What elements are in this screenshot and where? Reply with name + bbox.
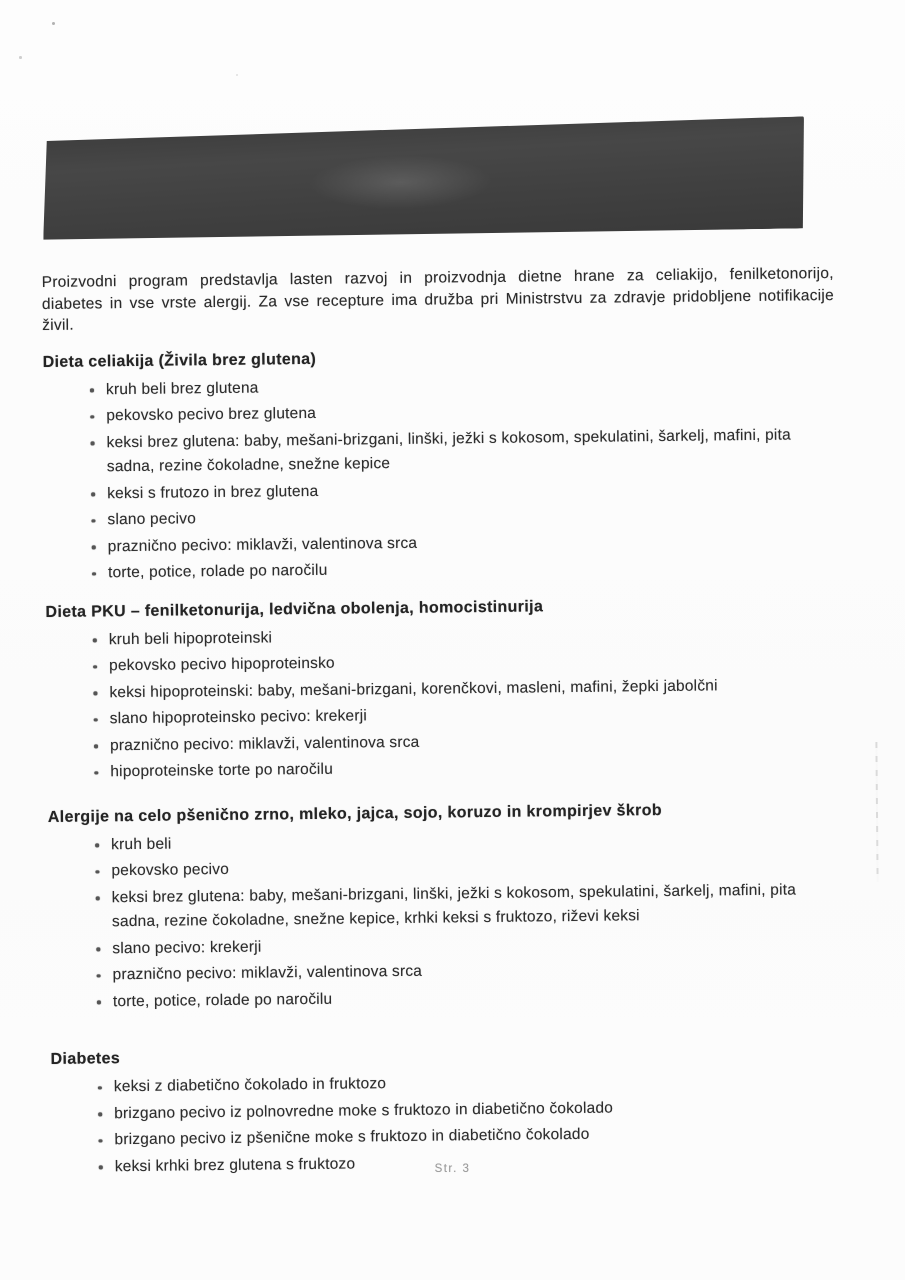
- intro-paragraph: Proizvodni program predstavlja lasten razvoj in proizvodnja dietne hrane za celiakijo, fenilketonorijo, diabetes in vse vrste alergij. Za vse recepture ima družba pri Ministrstvu za zdravje pridobljene notifikacije živil.: [41, 265, 835, 334]
- bullet-icon: [97, 1000, 101, 1004]
- list-item-text: kruh beli: [111, 835, 172, 853]
- section-dieta-pku: [45, 594, 847, 785]
- bullet-icon: [91, 441, 95, 445]
- list-item-text: keksi hipoproteinski: baby, mešani-brizgani, korenčkovi, masleni, mafini, žepki jabolčni: [109, 676, 718, 701]
- bullet-icon: [90, 415, 94, 419]
- bullet-icon: [92, 572, 96, 576]
- list-item-text: pekovsko pecivo brez glutena: [106, 404, 317, 425]
- document-content: [40, 119, 852, 1182]
- list-item-text: keksi z diabetično čokolado in fruktozo: [113, 1075, 387, 1096]
- list-item-text: hipoproteinske torte po naročilu: [110, 760, 334, 781]
- bullet-icon: [92, 545, 96, 549]
- scan-speck: [52, 22, 55, 25]
- list-item-text: praznično pecivo: miklavži, valentinova srca: [107, 534, 418, 555]
- redacted-header-block: [42, 116, 805, 243]
- list-item-text: kruh beli hipoproteinski: [108, 628, 273, 648]
- page-number: Str. 3: [434, 1163, 471, 1175]
- section-alergije: [48, 799, 850, 1015]
- list-item-text: pekovsko pecivo hipoproteinsko: [109, 654, 335, 675]
- bullet-icon: [93, 638, 97, 642]
- bullet-icon: [94, 718, 98, 722]
- list-item-text: brizgano pecivo iz polnovredne moke s fruktozo in diabetično čokolado: [114, 1099, 614, 1122]
- list-item-text: keksi brez glutena: baby, mešani-brizgani, linški, ježki s kokosom, spekulatini, šarkelj, mafini, pita sadna, rezine čokoladne, snežne kepice, krhki keksi s fruktozo, riževi keksi: [111, 880, 797, 931]
- bullet-icon: [98, 1086, 102, 1090]
- scan-speck: [236, 74, 238, 76]
- list-item-text: kruh beli brez glutena: [105, 379, 259, 398]
- section-title: Dieta PKU – fenilketonurija, ledvična obolenja, homocistinurija: [45, 597, 544, 621]
- bullet-icon: [96, 947, 100, 951]
- bullet-icon: [91, 519, 95, 523]
- scan-speck: [19, 56, 22, 59]
- bullet-icon: [98, 1112, 102, 1116]
- list-item-text: slano pecivo: [107, 510, 197, 529]
- list-item-text: keksi s frutozo in brez glutena: [107, 482, 319, 502]
- bullet-icon: [91, 492, 95, 496]
- list-item-text: pekovsko pecivo: [111, 860, 230, 880]
- bullet-icon: [90, 388, 94, 392]
- list-item-text: torte, potice, rolade po naročilu: [112, 990, 333, 1010]
- list-item-text: slano hipoproteinsko pecivo: krekerji: [109, 707, 368, 728]
- bullet-icon: [95, 843, 99, 847]
- list-item-text: brizgano pecivo iz pšenične moke s fruktozo in diabetično čokolado: [114, 1125, 590, 1149]
- bullet-icon: [98, 1139, 102, 1143]
- list-item-text: keksi brez glutena: baby, mešani-brizgani, linški, ježki s kokosom, spekulatini, šarkelj, mafini, pita sadna, rezine čokoladne, snežne kepice: [106, 426, 791, 476]
- list-item: [87, 423, 828, 480]
- bullet-icon: [95, 870, 99, 874]
- bullet-list: [43, 370, 829, 587]
- bullet-icon: [94, 744, 98, 748]
- list-item-text: torte, potice, rolade po naročilu: [107, 561, 328, 582]
- bullet-icon: [96, 896, 100, 900]
- section-title: Dieta celiakija (Živila brez glutena): [42, 350, 317, 371]
- section-title: Alergije na celo pšenično zrno, mleko, jajca, sojo, koruzo in krompirjev škrob: [47, 801, 663, 826]
- bullet-icon: [97, 974, 101, 978]
- list-item-text: praznično pecivo: miklavži, valentinova srca: [109, 733, 420, 754]
- section-title: Diabetes: [50, 1050, 121, 1068]
- bullet-icon: [93, 665, 97, 669]
- scan-artifact-line: [875, 742, 878, 882]
- bullet-list: [46, 620, 832, 786]
- bullet-list: [48, 825, 834, 1015]
- list-item-text: praznično pecivo: miklavži, valentinova srca: [112, 962, 423, 984]
- bullet-icon: [93, 691, 97, 695]
- section-dieta-celiakija: [43, 344, 846, 586]
- list-item-text: keksi krhki brez glutena s fruktozo: [114, 1154, 356, 1175]
- bullet-icon: [94, 771, 98, 775]
- list-item: [93, 878, 834, 935]
- list-item-text: slano pecivo: krekerji: [112, 938, 262, 957]
- section-diabetes: [50, 1042, 851, 1180]
